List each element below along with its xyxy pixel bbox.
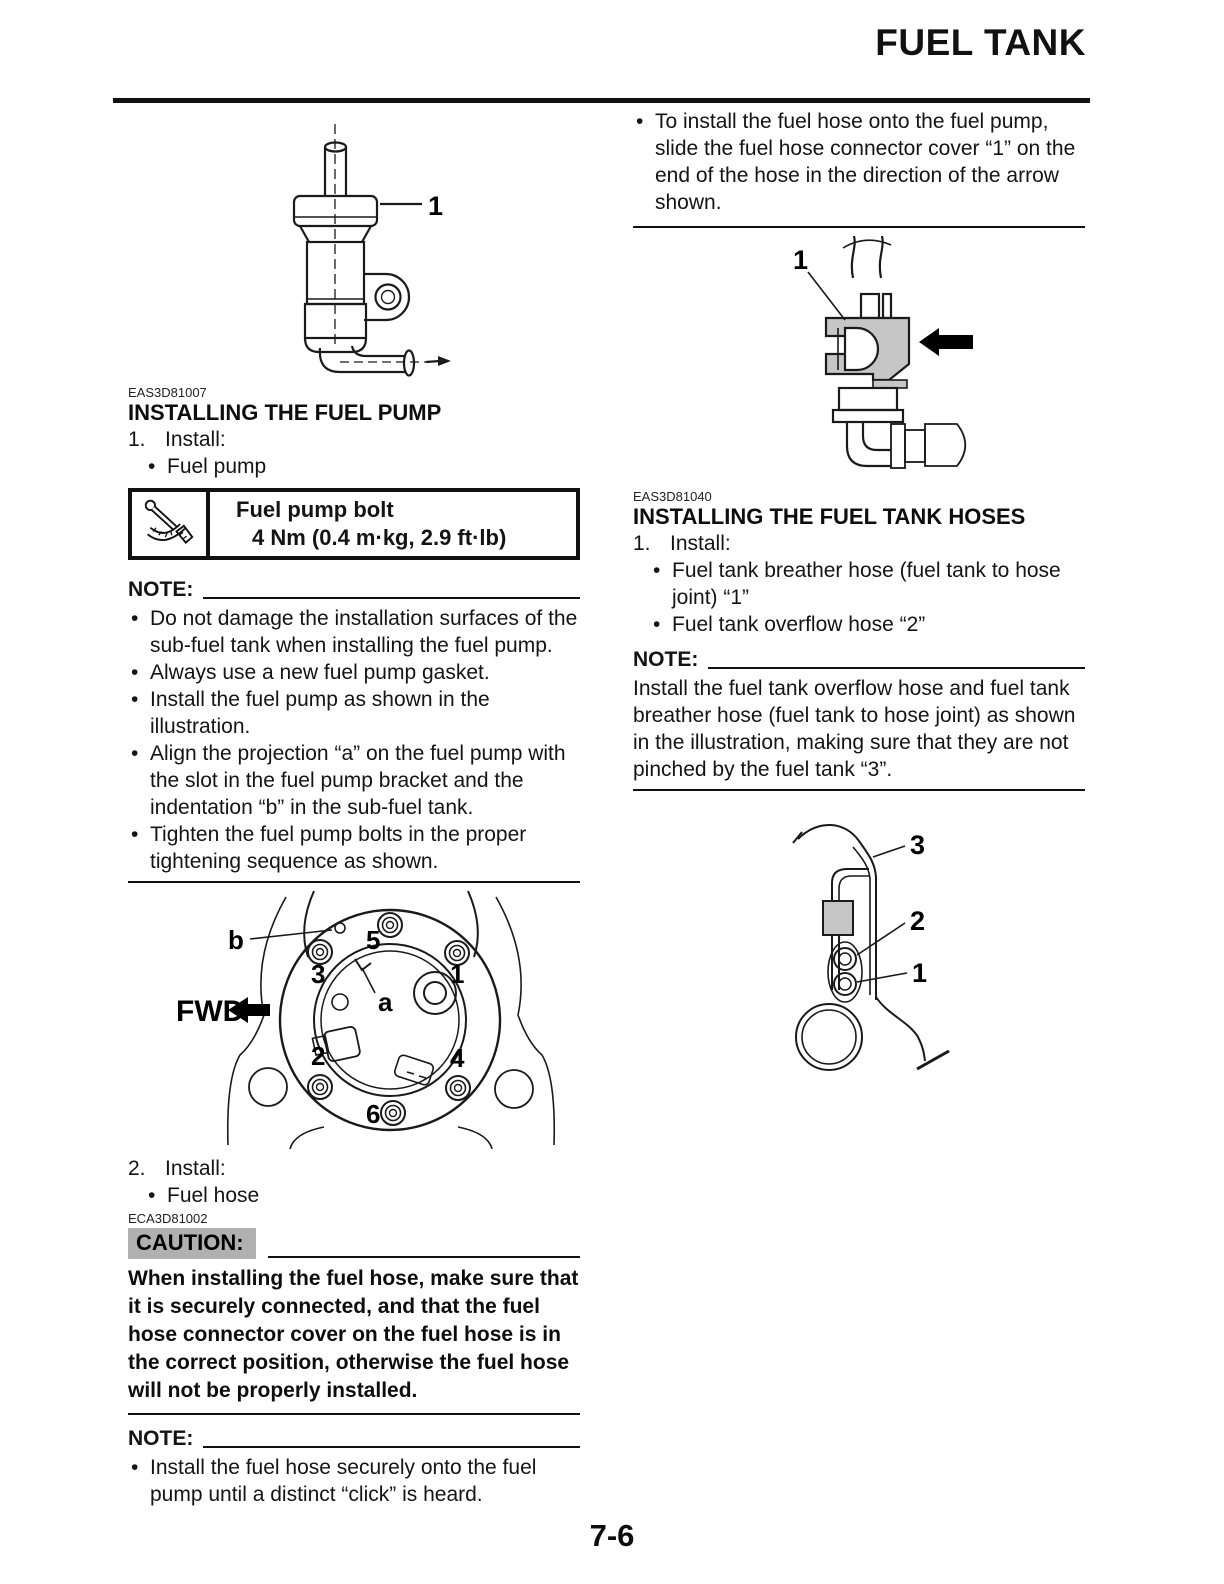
note-bullet [128,605,580,659]
section-code: ECA3D81002 [128,1211,208,1226]
fuel-pump-drawing [294,124,451,376]
bullet-text: Fuel tank overflow hose “2” [672,613,926,636]
section-rule [128,1413,580,1415]
fwd-label: FWD [176,995,245,1028]
bullet-marker: • [148,1184,156,1207]
note-bullet-text: Install the fuel pump as shown in the illustration. [150,688,490,738]
hose-connector-drawing [808,236,965,468]
bolt-number-6: 6 [366,1099,381,1129]
hose-connector-figure [633,232,1085,484]
note-bullet-text: Align the projection “a” on the fuel pump with the slot in the fuel pump bracket and the indentation “b” in the sub-fuel tank. [150,742,566,819]
note-text: Install the fuel tank overflow hose and fuel tank breather hose (fuel tank to hose joint) as shown in the illustration, making sure that they are not pinched by the fuel tank “3”. [633,677,1076,781]
right-column [633,108,1085,1095]
step-number: 1. [633,532,651,555]
figure-callout-2: 2 [910,906,926,936]
note-bullet [128,686,580,740]
bullet-text: Fuel hose [167,1184,260,1207]
note-bullet-text: Install the fuel hose securely onto the fuel pump until a distinct “click” is heard. [150,1456,537,1506]
bullet-text: Fuel pump [167,455,267,478]
title-rule [113,98,1090,103]
bullet-marker: • [131,823,139,846]
figure-callout-1: 1 [428,191,444,221]
caution-text: When installing the fuel hose, make sure that it is securely connected, and that the fuel hose connector cover on the fuel hose is in the correct position, otherwise the fuel hose will not be properly installed. [128,1267,579,1402]
bolt-number-2: 2 [311,1041,326,1071]
note-label: NOTE: [128,1427,194,1450]
bolt-sequence-figure [128,887,580,1149]
note-rule [203,597,580,599]
section-rule [128,881,580,883]
bullet-marker: • [131,742,139,765]
section-rule [633,789,1085,791]
bolt-number-3: 3 [311,959,326,989]
caution-label: CAUTION: [128,1228,256,1259]
bullet-marker: • [653,613,661,636]
callout-b: b [228,925,244,955]
section-code: EAS3D81007 [128,385,207,400]
figure-callout-3: 3 [910,830,926,860]
figure-callout-1: 1 [793,245,809,275]
note-bullet-text: Do not damage the installation surfaces of the sub-fuel tank when installing the fuel pump. [150,607,578,657]
note-heading [633,646,1085,673]
note-heading [128,1425,580,1452]
note-bullet-text: Tighten the fuel pump bolts in the proper tightening sequence as shown. [150,823,527,873]
bolt-number-1: 1 [450,959,465,989]
bolt-number-5: 5 [366,925,381,955]
section-rule [633,226,1085,228]
note-label: NOTE: [633,648,699,671]
figure-callout-1: 1 [912,958,928,988]
bolt-number-4: 4 [450,1043,465,1073]
note-rule [708,667,1085,669]
bullet-item [128,1182,580,1209]
step-label: Install: [670,532,731,555]
caution-rule [268,1256,580,1258]
step-item [128,426,580,453]
torque-spec-item: Fuel pump bolt [236,497,394,522]
left-column [128,112,580,1508]
step-number: 1. [128,428,146,451]
note-rule [203,1446,580,1448]
intro-bullet [633,108,1085,216]
bullet-item [633,557,1085,611]
note-heading [128,576,580,603]
step-number: 2. [128,1157,146,1180]
bullet-marker: • [636,110,644,133]
fuel-pump-figure [128,116,580,380]
page-number: 7-6 [589,1518,635,1553]
step-item [128,1155,580,1182]
hose-routing-figure [633,797,1085,1095]
step-item [633,530,1085,557]
bullet-item [128,453,580,480]
note-bullet [128,1454,580,1508]
section-code: EAS3D81040 [633,489,712,504]
note-bullet [128,821,580,875]
bolt-sequence-drawing [228,891,555,1149]
step-label: Install: [165,428,226,451]
torque-spec-value: 4 Nm (0.4 m·kg, 2.9 ft·lb) [252,525,507,550]
note-label: NOTE: [128,578,194,601]
torque-wrench-icon [132,492,210,556]
note-bullet [128,740,580,821]
intro-bullet-text: To install the fuel hose onto the fuel pump, slide the fuel hose connector cover “1” on the end of the hose in the direction of the arrow shown. [655,110,1076,214]
hose-routing-drawing [793,825,949,1070]
bullet-marker: • [653,559,661,582]
step-label: Install: [165,1157,226,1180]
bullet-marker: • [131,688,139,711]
torque-spec [210,492,576,556]
bullet-marker: • [131,607,139,630]
slide-direction-arrow-icon [919,328,973,356]
bullet-item [633,611,1085,638]
torque-spec-box [128,488,580,560]
bullet-marker: • [148,455,156,478]
caution-heading [128,1228,580,1259]
section-heading: INSTALLING THE FUEL PUMP [128,400,442,425]
bullet-marker: • [131,1456,139,1479]
page-title: FUEL TANK [875,22,1086,63]
callout-a: a [378,987,393,1017]
section-heading: INSTALLING THE FUEL TANK HOSES [633,504,1026,529]
note-bullet [128,659,580,686]
bullet-text: Fuel tank breather hose (fuel tank to hose joint) “1” [672,559,1061,609]
bullet-marker: • [131,661,139,684]
note-bullet-text: Always use a new fuel pump gasket. [150,661,490,684]
